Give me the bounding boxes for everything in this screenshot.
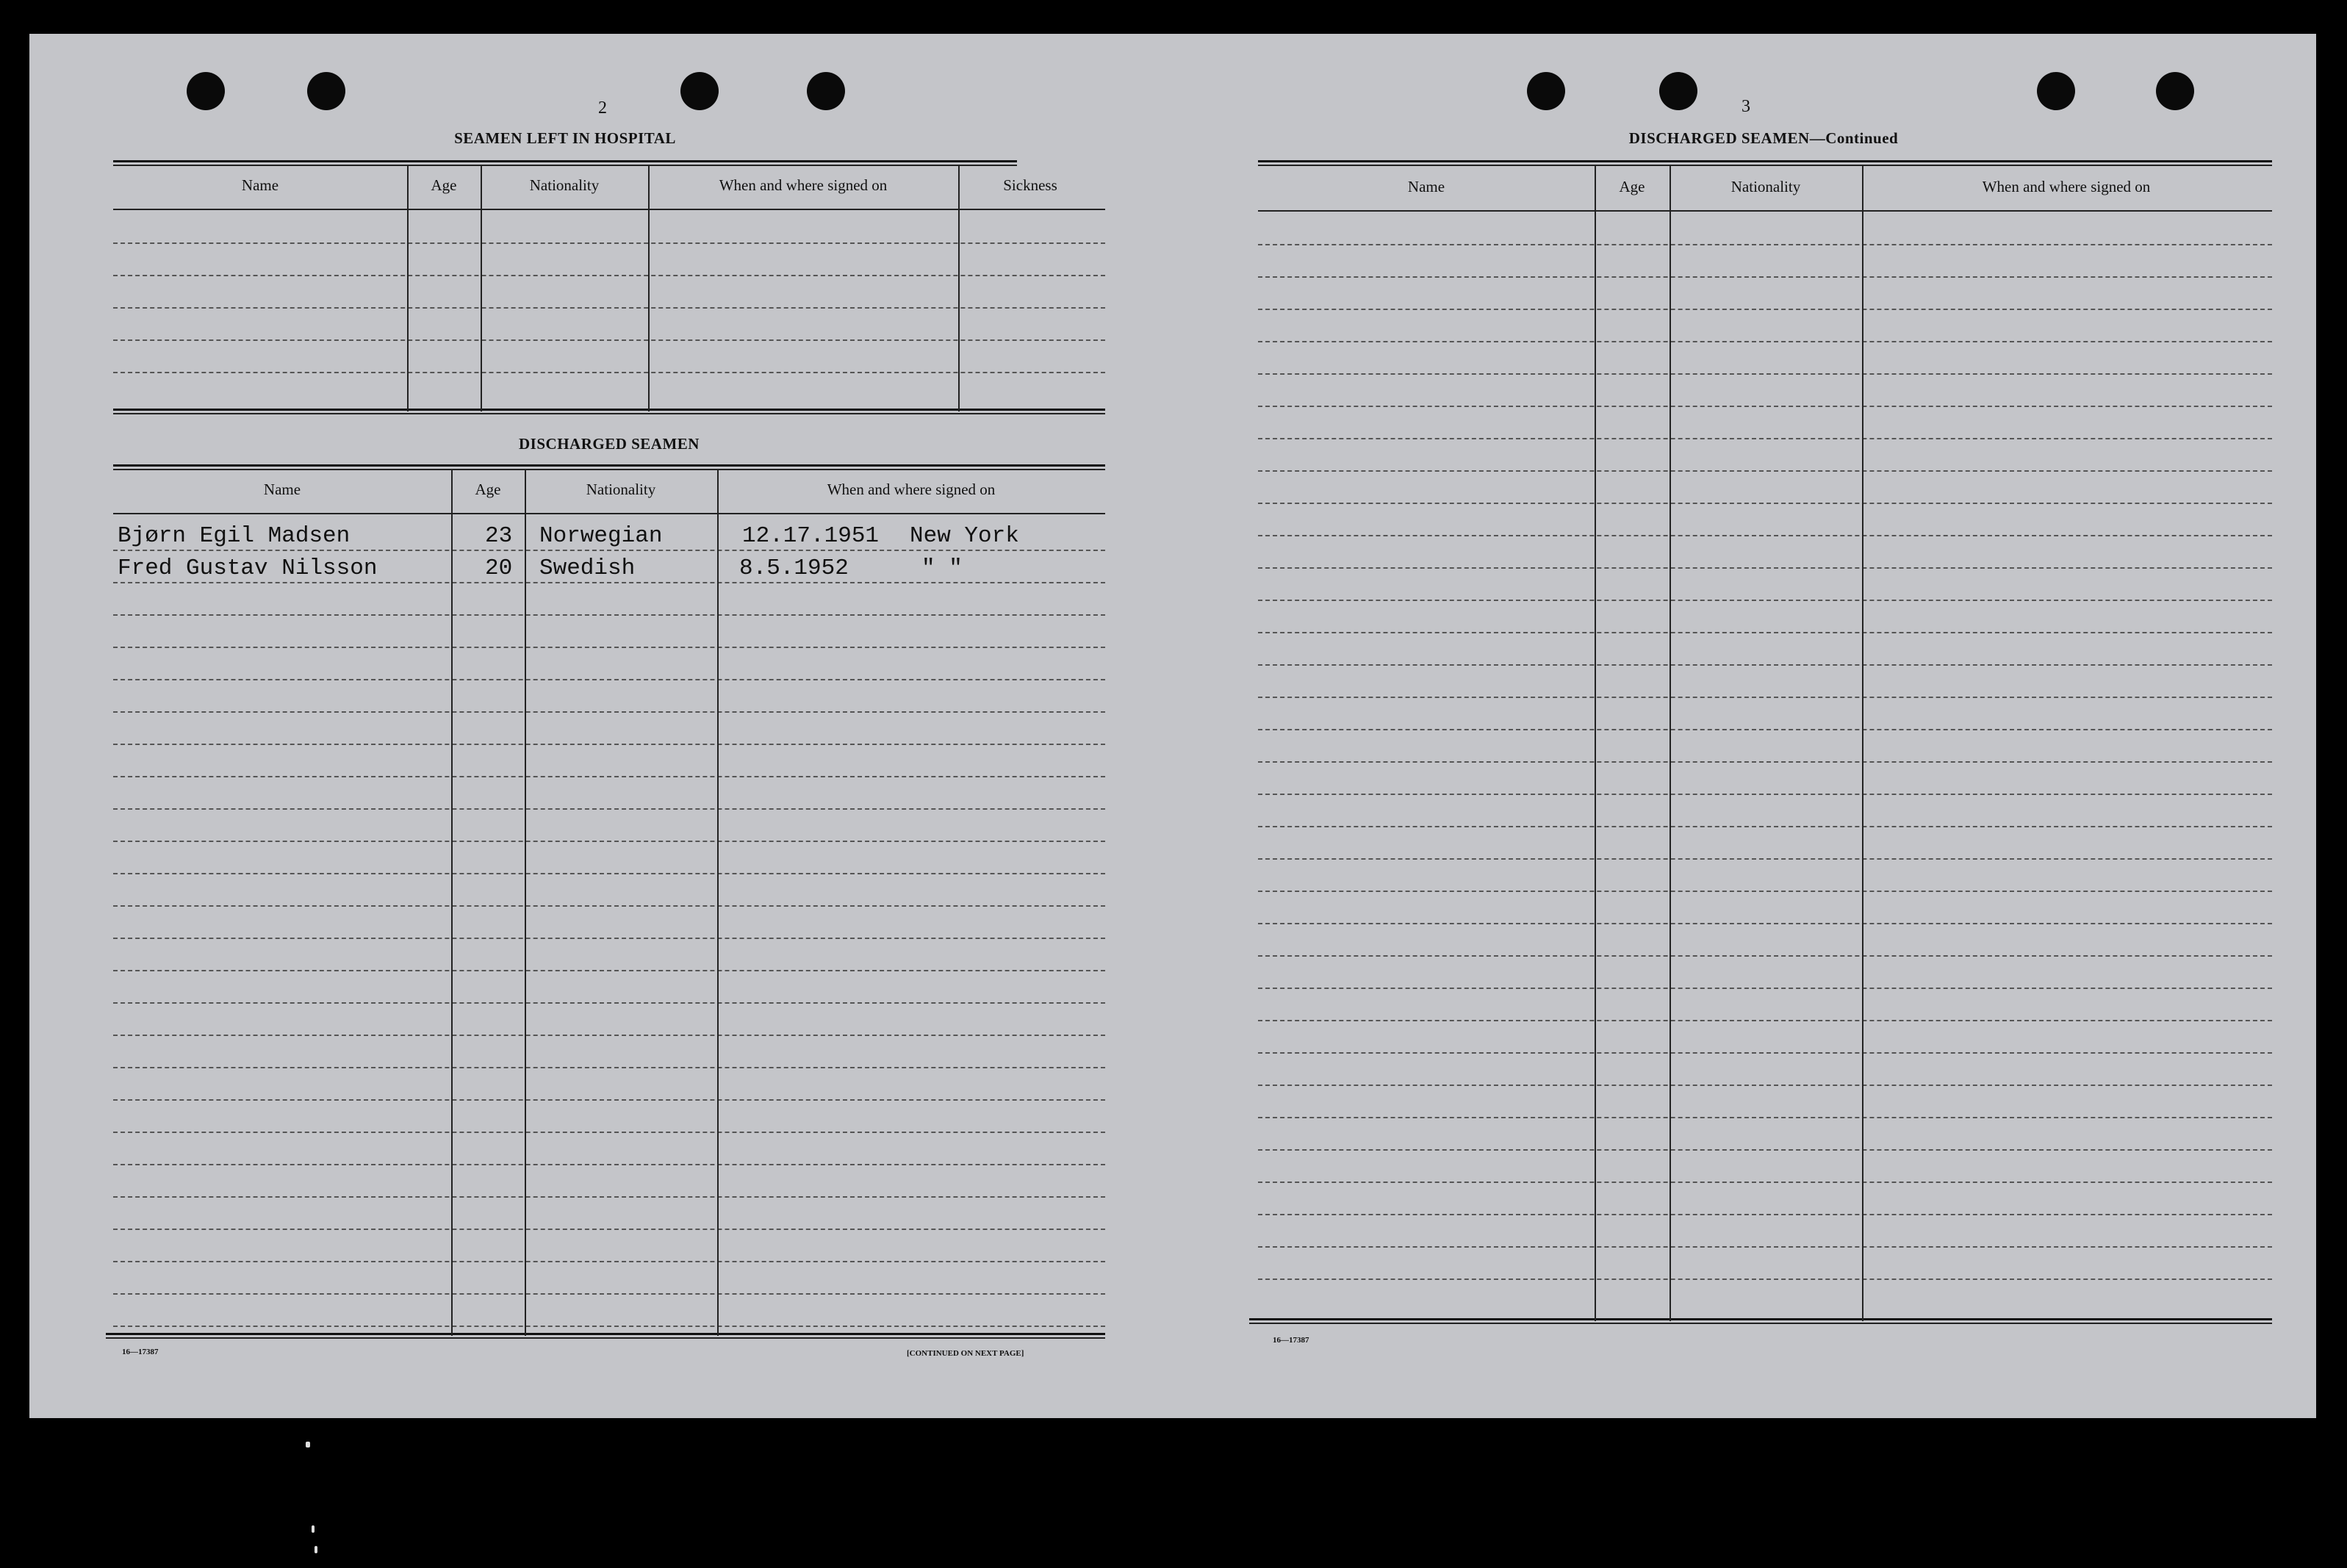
row-2-nationality: Swedish [539,555,636,581]
punch-hole [807,72,845,110]
scan-speck [306,1442,310,1447]
scan-speck [315,1546,317,1553]
scan-speck [312,1525,315,1533]
row-1-nationality: Norwegian [539,523,663,549]
punch-hole [680,72,719,110]
punch-hole [307,72,345,110]
form-number-right: 16—17387 [1273,1336,1309,1345]
punch-hole [2156,72,2194,110]
hospital-header-sickness: Sickness [1003,176,1057,194]
row-1-date: 12.17.1951 [742,523,880,549]
discharged-header-name: Name [263,481,301,498]
right-title-main: DISCHARGED SEAMEN [1628,129,1810,147]
punch-hole [1659,72,1697,110]
hospital-section-title: SEAMEN LEFT IN HOSPITAL [454,129,676,147]
right-header-age: Age [1619,178,1645,195]
right-top-rule [1258,160,2272,162]
right-header-name: Name [1407,178,1445,195]
discharged-header-signed-on: When and where signed on [827,481,996,498]
row-1-age: 23 [485,523,513,549]
right-header-nationality: Nationality [1730,178,1801,195]
row-2-name: Fred Gustav Nilsson [118,555,378,581]
row-2-date: 8.5.1952 [739,555,849,581]
hospital-header-signed-on: When and where signed on [719,176,888,194]
right-header-signed-on: When and where signed on [1982,178,2151,195]
right-section-title [1257,129,2271,148]
form-sheet [29,34,2316,1418]
row-1-name: Bjørn Egil Madsen [118,523,351,549]
hospital-header-age: Age [431,176,457,194]
discharged-header-age: Age [475,481,501,498]
punch-hole [1527,72,1565,110]
right-title-continued: —Continued [1809,129,1899,147]
row-2-place: " " [921,555,963,581]
hospital-header-name: Name [241,176,279,194]
hospital-header-nationality: Nationality [529,176,600,194]
form-number-left: 16—17387 [122,1348,159,1356]
punch-hole [187,72,225,110]
page-number-right: 3 [1742,97,1750,116]
discharged-section-title: DISCHARGED SEAMEN [519,435,700,453]
hospital-top-rule [113,160,1017,162]
punch-hole [2037,72,2075,110]
discharged-header-nationality: Nationality [586,481,656,498]
discharged-top-rule [113,464,1105,467]
page-number-left: 2 [598,98,607,118]
continued-note: [CONTINUED ON NEXT PAGE] [907,1349,1024,1358]
row-2-age: 20 [485,555,513,581]
row-1-place: New York [910,523,1019,549]
